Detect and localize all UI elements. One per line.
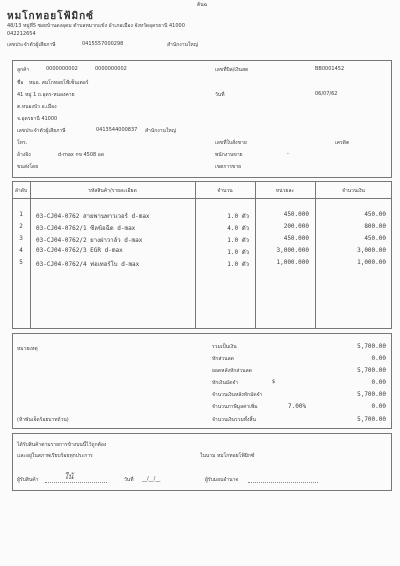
- sales-value: -: [287, 151, 289, 157]
- col-header-unit-price: หน่วยละ: [275, 188, 295, 194]
- sum-value: 5,700.00: [357, 343, 386, 350]
- col-header-no: ลำดับ: [14, 188, 28, 194]
- company-tax-label: เลขประจำตัวผู้เสียภาษี: [7, 42, 56, 48]
- discount-value: 0.00: [371, 355, 386, 362]
- receipt-confirm-line-1: ได้รับสินค้าตามรายการข้างบนนี้ไว้ถูกต้อง: [17, 442, 107, 448]
- grand-total-label: จำนวนเงินรวมทั้งสิ้น: [212, 417, 256, 423]
- amount-in-words: (ห้าพันเจ็ดร้อยบาทถ้วน): [17, 417, 69, 423]
- customer-code-label: ลูกค้า: [17, 67, 30, 73]
- row-item: 03-CJ04-0762/3 EGR d-max: [36, 247, 123, 254]
- after-discount-value: 5,700.00: [357, 367, 386, 374]
- row-amount: 450.00: [364, 235, 386, 242]
- row-unit-price: 1,000.000: [276, 259, 309, 266]
- table-header-divider: [12, 198, 392, 199]
- vat-rate: 7.00%: [288, 403, 307, 410]
- authorized-signature-line: [248, 482, 318, 483]
- row-no: 1: [19, 211, 23, 218]
- row-amount: 800.00: [364, 223, 386, 230]
- row-unit-price: 450.000: [283, 235, 309, 242]
- receiver-signature: ใน้: [64, 472, 74, 481]
- customer-tel-label: โทร.: [17, 140, 28, 146]
- row-qty: 1.0 ตัว: [227, 213, 249, 220]
- row-amount: 1,000.00: [357, 259, 386, 266]
- row-item: 03-CJ04-0762/4 ท่อเทอร์โบ d-max: [36, 261, 140, 268]
- row-amount: 450.00: [364, 211, 386, 218]
- customer-tax-id: 0413544000837: [96, 127, 138, 133]
- after-discount-label: ยอดหลังหักส่วนลด: [212, 368, 252, 374]
- receipt-confirm-line-2: และอยู่ในสภาพเรียบร้อยทุกประการ: [17, 453, 93, 459]
- customer-ship-label: ขนส่งโดย: [17, 164, 39, 170]
- customer-code-2: 0000000002: [95, 66, 127, 72]
- company-name: หมโกทอยโฟ้มิกซ์: [7, 11, 94, 22]
- row-unit-price: 3,000.000: [276, 247, 309, 254]
- row-item: 03-CJ04-0762/2 ยางฝาวาล์ว d-max: [36, 237, 143, 244]
- row-qty: 4.0 ตัว: [227, 225, 249, 232]
- row-unit-price: 200.000: [283, 223, 309, 230]
- sales-area-label: เขตการขาย: [215, 164, 242, 170]
- row-no: 3: [19, 235, 23, 242]
- company-signature-line: ในนาม หมโกทอยโฟ้มิกซ์: [200, 453, 255, 459]
- deposit-mark: $: [272, 379, 276, 385]
- customer-ref: d-max กข 4508 อด: [58, 152, 105, 158]
- row-qty: 1.0 ตัว: [227, 249, 249, 256]
- discount-label: หักส่วนลด: [212, 356, 234, 362]
- po-label: เลขที่ใบสั่งขาย: [215, 140, 247, 146]
- col-header-amount: จำนวนเงิน: [342, 188, 365, 194]
- note-label: หมายเหตุ: [17, 346, 38, 352]
- vat-label: จำนวนภาษีมูลค่าเพิ่ม: [212, 404, 258, 410]
- row-no: 5: [19, 259, 23, 266]
- grand-total-value: 5,700.00: [357, 416, 386, 423]
- row-no: 2: [19, 223, 23, 230]
- col-divider: [255, 181, 256, 329]
- customer-code: 0000000002: [46, 66, 78, 72]
- customer-name: หมอ. สมโกทอยโฟ้เซ็นเตอร์: [29, 80, 89, 86]
- customer-address-3: จ.อุดรธานี 41000: [17, 116, 58, 122]
- customer-name-label: ชื่อ: [17, 80, 24, 86]
- bill-no-label: เลขที่บิล/เงินสด: [215, 67, 249, 73]
- company-tax-id: 0415557000298: [82, 41, 124, 47]
- col-divider: [30, 181, 31, 329]
- receiver-label: ผู้รับสินค้า: [17, 477, 39, 483]
- row-item: 03-CJ04-0762 สายพานพาวเวอร์ d-max: [36, 213, 150, 220]
- sum-label: รวมเป็นเงิน: [212, 344, 237, 350]
- term-label: เครดิต: [335, 140, 350, 146]
- receive-date-label: วันที่: [124, 477, 134, 483]
- sales-label: พนักงานขาย: [215, 152, 243, 158]
- receive-date-value: __/__/__: [142, 476, 161, 482]
- row-qty: 1.0 ตัว: [227, 261, 249, 268]
- bill-date: 06/07/62: [315, 91, 338, 97]
- col-divider: [315, 181, 316, 329]
- customer-ref-label: อ้างอิง: [17, 152, 31, 158]
- company-branch: สำนักงานใหญ่: [167, 42, 198, 48]
- company-phone: 042212654: [7, 31, 36, 37]
- company-address: 48/13 หมู่ที่5 ซอยบ้านดงอุดม ตำบลหมากแข้ง อำเภอเมือง จังหวัดอุดรธานี 41000: [7, 23, 185, 29]
- customer-address-1: 41 หมู่ 1 ถ.อุดร-หนองคาย: [17, 92, 75, 98]
- col-header-item: รหัสสินค้า/รายละเอียด: [88, 188, 137, 194]
- row-no: 4: [19, 247, 23, 254]
- deposit-value: 0.00: [371, 379, 386, 386]
- row-item: 03-CJ04-0762/1 ซีลข้อฉีด d-max: [36, 225, 136, 232]
- customer-branch: สำนักงานใหญ่: [145, 128, 176, 134]
- bill-date-label: วันที่: [215, 92, 225, 98]
- col-header-qty: จำนวน: [217, 188, 233, 194]
- top-mark: ต้นฉ: [197, 2, 208, 8]
- row-unit-price: 450.000: [283, 211, 309, 218]
- receiver-signature-line: [45, 482, 107, 483]
- customer-tax-label: เลขประจำตัวผู้เสียภาษี: [17, 128, 66, 134]
- customer-address-2: ต.หนองบัว อ.เมือง: [17, 104, 57, 110]
- customer-info-box: [12, 60, 392, 178]
- vat-value: 0.00: [371, 403, 386, 410]
- after-deposit-value: 5,700.00: [357, 391, 386, 398]
- authorized-label: ผู้รับมอบอำนาจ: [205, 477, 239, 483]
- bill-no: BB0001452: [315, 66, 345, 72]
- deposit-label: หักเงินมัดจำ: [212, 380, 239, 386]
- after-deposit-label: จำนวนเงินหลังหักมัดจำ: [212, 392, 263, 398]
- row-amount: 3,000.00: [357, 247, 386, 254]
- row-qty: 1.0 ตัว: [227, 237, 249, 244]
